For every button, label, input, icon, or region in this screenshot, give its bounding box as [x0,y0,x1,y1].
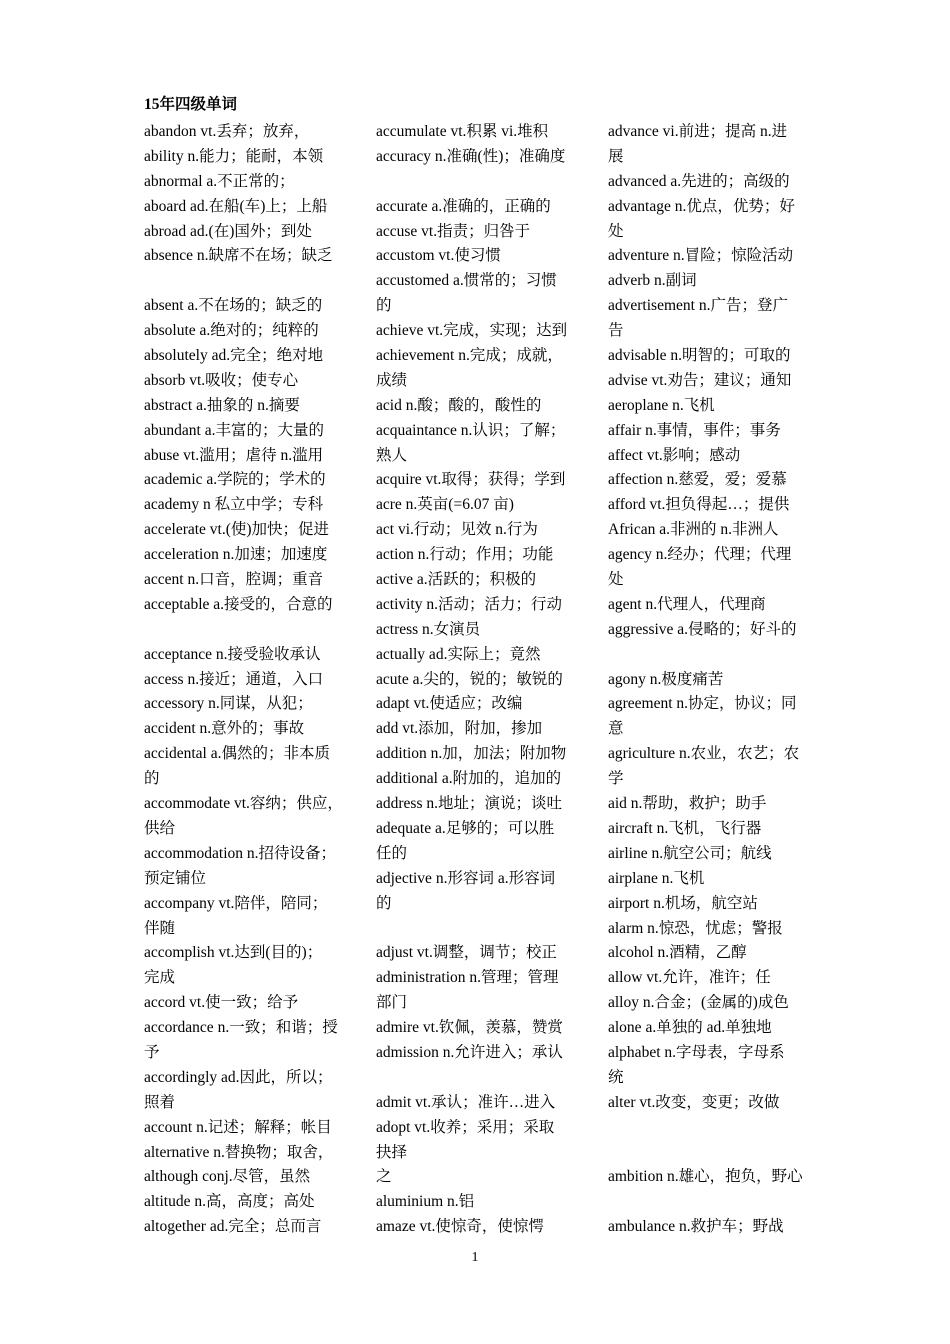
vocab-line: aboard ad.在船(车)上；上船 [144,197,328,215]
vocab-line: accident n.意外的；事故 [144,720,305,738]
vocab-line: airplane n.飞机 [608,869,705,887]
vocab-line: abstract a.抽象的 n.摘要 [144,396,300,414]
vocab-line: acquaintance n.认识；了解； [376,421,566,439]
vocab-line: 处 [608,571,624,589]
vocab-line: 熟人 [376,446,408,464]
vocab-line: admire vt.钦佩，羡慕，赞赏 [376,1019,563,1037]
vocab-line: adjust vt.调整，调节；校正 [376,944,557,962]
vocab-line: absolutely ad.完全；绝对地 [144,347,324,365]
vocab-line [376,917,581,942]
vocab-line: adapt vt.使适应；改编 [376,695,523,713]
vocab-line: affection n.慈爱，爱；爱慕 [608,471,787,489]
vocab-line: acceptance n.接受验收承认 [144,645,321,663]
vocab-line: absorb vt.吸收；使专心 [144,371,299,389]
vocab-line: additional a.附加的，追加的 [376,770,562,788]
vocab-line: action n.行动；作用；功能 [376,546,554,564]
vocab-line: 学 [608,770,624,788]
vocab-line [144,269,349,294]
vocab-line: acre n.英亩(=6.07 亩) [376,496,514,514]
vocab-line: airport n.机场，航空站 [608,894,758,912]
vocab-line: affair n.事情，事件；事务 [608,421,781,439]
vocab-line: accidental a.偶然的；非本质 [144,745,330,763]
vocab-line: ambition n.雄心，抱负，野心 [608,1168,803,1186]
vocab-line: advise vt.劝告；建议；通知 [608,371,792,389]
vocab-line: alarm n.惊恐，忧虑；警报 [608,919,783,937]
vocab-line: aluminium n.铝 [376,1193,475,1211]
vocab-line: accordance n.一致；和谐；授 [144,1019,338,1037]
vocab-line: 予 [144,1043,160,1061]
vocab-line: accuracy n.准确(性)；准确度 [376,147,566,165]
vocab-line: achievement n.完成；成就， [376,347,563,365]
vocab-line: administration n.管理；管理 [376,969,559,987]
vocab-line: ability n.能力；能耐，本领 [144,147,324,165]
vocab-line: accustomed a.惯常的；习惯 [376,272,557,290]
vocab-line: advantage n.优点，优势；好 [608,197,795,215]
vocab-line: acceleration n.加速；加速度 [144,546,328,564]
vocab-line: 的 [144,770,160,788]
vocab-line: adverb n.副词 [608,272,697,290]
vocab-line: agency n.经办；代理；代理 [608,546,792,564]
vocab-line: agony n.极度痛苦 [608,670,724,688]
vocab-line: active a.活跃的；积极的 [376,571,537,589]
vocab-line: although conj.尽管，虽然 [144,1168,311,1186]
vocab-line: actress n.女演员 [376,620,481,638]
vocab-line: advanced a.先进的；高级的 [608,172,790,190]
vocab-line: admit vt.承认；准许…进入 [376,1093,556,1111]
vocab-line: advance vi.前进；提高 n.进 [608,123,788,140]
vocab-line: accurate a.准确的，正确的 [376,197,551,215]
vocab-line: 的 [376,894,392,912]
word-column-1 [144,120,349,1240]
vocab-line: alter vt.改变，变更；改做 [608,1093,780,1111]
vocab-line: accomplish vt.达到(目的)； [144,944,323,962]
vocab-line: account n.记述；解释；帐目 [144,1118,332,1136]
vocab-line: alloy n.合金；(金属的)成色 [608,994,789,1012]
vocab-line: address n.地址；演说；谈吐 [376,795,562,813]
vocab-line: 任的 [376,844,408,862]
vocab-line: 统 [608,1068,624,1086]
vocab-line: adequate a.足够的；可以胜 [376,819,555,837]
vocab-line: 告 [608,322,624,340]
vocab-line: academy n 私立中学；专科 [144,496,324,514]
vocab-line: accelerate vt.(使)加快；促进 [144,521,330,539]
vocab-line: acute a.尖的，锐的；敏锐的 [376,670,563,688]
vocab-line: achieve vt.完成，实现；达到 [376,322,568,340]
vocab-line: absence n.缺席不在场；缺乏 [144,247,333,265]
vocab-line: 成绩 [376,371,408,389]
vocab-line: agriculture n.农业，农艺；农 [608,745,800,763]
vocab-line: alone a.单独的 ad.单独地 [608,1019,772,1037]
vocab-line: 处 [608,222,624,240]
vocab-line: 预定铺位 [144,869,207,887]
vocab-line: adopt vt.收养；采用；采取 [376,1118,555,1136]
vocab-line: altitude n.高，高度；高处 [144,1193,315,1211]
vocab-line: act vi.行动；见效 n.行为 [376,521,538,539]
vocab-line: 之 [376,1168,392,1186]
vocab-line: activity n.活动；活力；行动 [376,595,562,613]
vocab-line: accord vt.使一致；给予 [144,994,299,1012]
vocab-line: alternative n.替换物；取舍， [144,1143,334,1161]
vocab-line: aeroplane n.飞机 [608,396,715,414]
word-column-3 [608,120,813,1240]
vocab-line [376,170,581,195]
vocab-line: add vt.添加，附加，掺加 [376,720,543,738]
vocab-line: abandon vt.丢弃；放弃， [144,123,310,140]
vocab-line: 照着 [144,1093,176,1111]
page-number: 1 [471,1250,479,1265]
vocab-line: 意 [608,720,624,738]
vocab-line: access n.接近；通道，入口 [144,670,324,688]
vocab-line: aid n.帮助，救护；助手 [608,795,767,813]
vocab-line: adventure n.冒险；惊险活动 [608,247,794,265]
vocab-line: aircraft n.飞机，飞行器 [608,819,762,837]
vocab-line: afford vt.担负得起…；提供 [608,496,790,514]
vocab-line: abundant a.丰富的；大量的 [144,421,324,439]
vocab-line: advertisement n.广告；登广 [608,297,788,315]
vocab-line: agent n.代理人，代理商 [608,595,766,613]
vocab-line [608,1141,813,1166]
vocab-line: accompany vt.陪伴，陪同； [144,894,328,912]
vocab-line: accumulate vt.积累 vi.堆积 [376,123,549,140]
vocab-line: accuse vt.指责；归咎于 [376,222,531,240]
vocab-line: abroad ad.(在)国外；到处 [144,222,312,240]
vocab-line: addition n.加，加法；附加物 [376,745,567,763]
vocab-line: airline n.航空公司；航线 [608,844,772,862]
vocab-line [608,1190,813,1215]
vocab-line: abnormal a.不正常的； [144,172,295,190]
vocab-line: 部门 [376,994,408,1012]
vocab-line: ambulance n.救护车；野战 [608,1218,784,1236]
vocab-line [608,643,813,668]
vocab-line: accommodate vt.容纳；供应， [144,795,343,813]
vocab-line: accent n.口音，腔调；重音 [144,571,324,589]
vocab-line: alcohol n.酒精，乙醇 [608,944,747,962]
vocab-line [376,1066,581,1091]
vocab-line: accustom vt.使习惯 [376,247,501,265]
vocab-line: 的 [376,297,392,315]
vocab-line: agreement n.协定，协议；同 [608,695,797,713]
vocab-line: accordingly ad.因此，所以； [144,1068,333,1086]
vocab-line: admission n.允许进入；承认 [376,1043,563,1061]
page-title: 15年四级单词 [144,96,238,113]
vocab-line: 完成 [144,969,176,987]
vocab-line: 伴随 [144,919,176,937]
vocab-line: absent a.不在场的；缺乏的 [144,297,323,315]
vocab-line: acid n.酸；酸的，酸性的 [376,396,542,414]
vocab-line: acceptable a.接受的，合意的 [144,595,333,613]
vocab-line: actually ad.实际上；竟然 [376,645,541,663]
vocab-line: accessory n.同谋，从犯； [144,695,313,713]
vocab-line [144,618,349,643]
vocab-line: academic a.学院的；学术的 [144,471,326,489]
vocab-line: alphabet n.字母表，字母系 [608,1043,785,1061]
vocab-line: absolute a.绝对的；纯粹的 [144,322,319,340]
vocab-line: accommodation n.招待设备； [144,844,336,862]
vocab-line [608,1116,813,1141]
vocab-line: acquire vt.取得；获得；学到 [376,471,566,489]
vocab-line: altogether ad.完全；总而言 [144,1218,322,1236]
word-column-2 [376,120,581,1240]
vocab-line: African a.非洲的 n.非洲人 [608,521,779,539]
vocab-line: amaze vt.使惊奇，使惊愕 [376,1218,544,1236]
vocab-line: 供给 [144,819,176,837]
vocab-line: adjective n.形容词 a.形容词 [376,869,556,887]
vocab-line: aggressive a.侵略的；好斗的 [608,620,797,638]
vocab-line: affect vt.影响；感动 [608,446,741,464]
vocab-line: 展 [608,147,624,165]
vocab-line: abuse vt.滥用；虐待 n.滥用 [144,446,324,464]
vocab-line: allow vt.允许，准许；任 [608,969,771,987]
vocab-line: 抉择 [376,1143,408,1161]
vocab-line: advisable n.明智的；可取的 [608,347,791,365]
